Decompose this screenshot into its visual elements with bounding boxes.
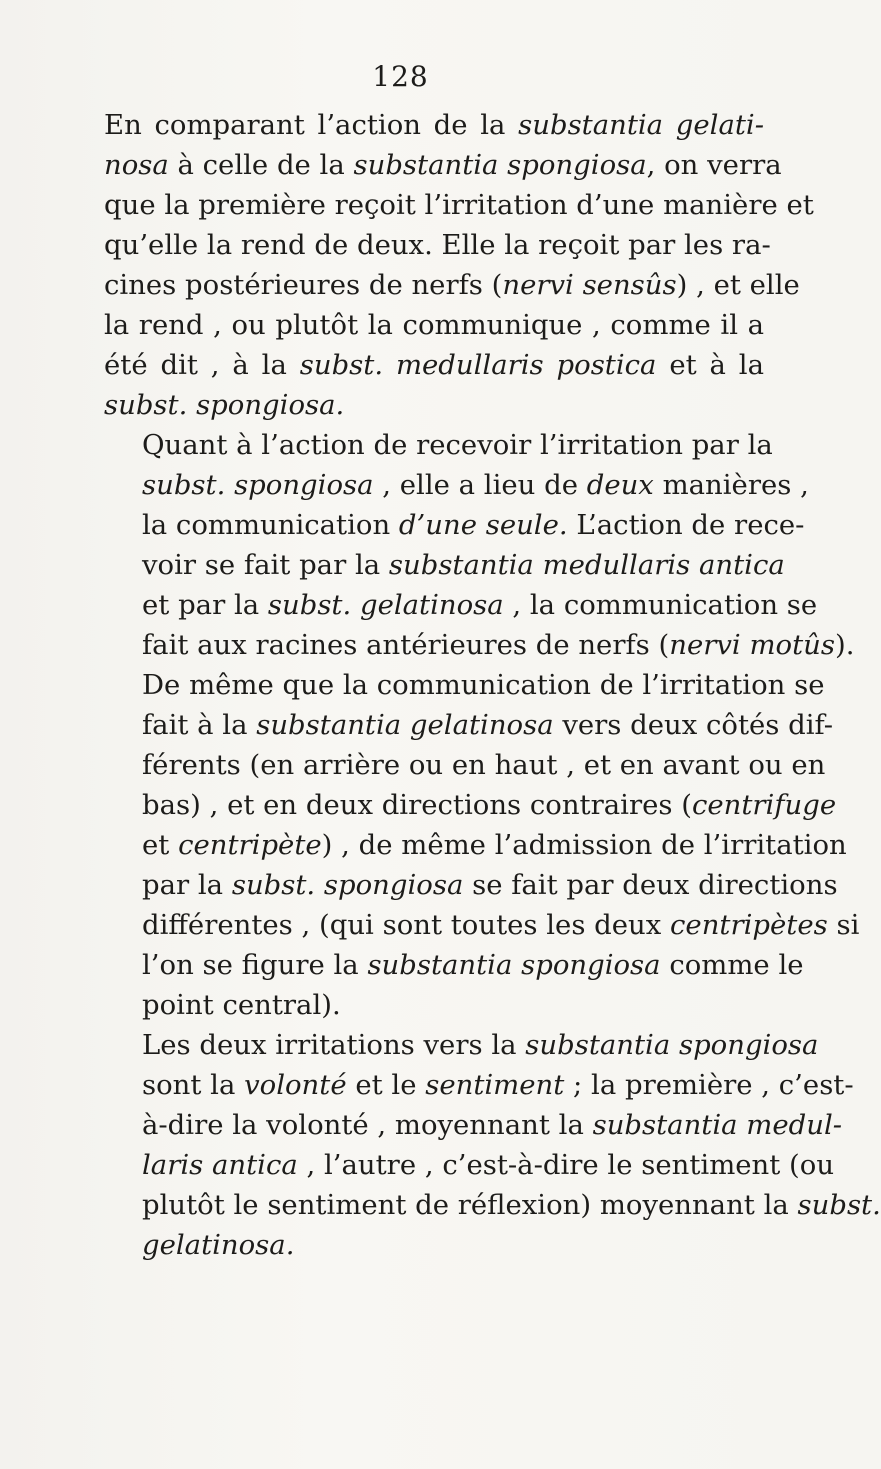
text-run: et le <box>346 1069 426 1101</box>
text-line <box>104 185 814 225</box>
text-run: fait à la <box>142 709 257 741</box>
text-run: De même que la communication de l’irritation se <box>142 669 825 701</box>
text-line <box>104 265 800 305</box>
text-line <box>104 865 838 905</box>
text-line <box>104 665 825 705</box>
text-run: , elle a lieu de <box>373 469 587 501</box>
text-run: l’on se figure la <box>142 949 368 981</box>
paragraph-2 <box>104 425 855 665</box>
italic-term: substantia medul- <box>592 1109 843 1141</box>
text-run: férents (en arrière ou en haut , et en avant ou en <box>142 749 826 781</box>
italic-term: substantia spongiosa <box>367 949 661 981</box>
text-line <box>104 105 764 145</box>
text-run: été dit , à la <box>104 349 300 381</box>
paragraph-1 <box>104 105 814 425</box>
body-text <box>104 105 881 1265</box>
text-line <box>104 745 826 785</box>
text-run: si <box>827 909 860 941</box>
text-run: se fait par deux directions <box>463 869 838 901</box>
text-run: fait aux racines antérieures de nerfs ( <box>142 629 670 661</box>
text-run: plutôt le sentiment de réflexion) moyennant la <box>142 1189 798 1221</box>
italic-term: subst. spongiosa. <box>104 389 345 421</box>
text-run: comme le <box>660 949 804 981</box>
text-line <box>104 905 860 945</box>
italic-term: gelatinosa. <box>142 1229 295 1261</box>
text-run: Quant à l’action de recevoir l’irritation par la <box>142 429 773 461</box>
italic-term: centripètes <box>670 909 828 941</box>
text-run: par la <box>142 869 232 901</box>
text-run: que la première reçoit l’irritation d’une manière et <box>104 189 814 221</box>
italic-term: d’une seule. <box>398 509 568 541</box>
text-line <box>104 825 847 865</box>
text-line <box>104 1065 854 1105</box>
text-run: vers deux côtés dif- <box>553 709 834 741</box>
text-run: qu’elle la rend de deux. Elle la reçoit par les ra- <box>104 229 771 261</box>
italic-term: substantia spongiosa <box>525 1029 819 1061</box>
italic-term: nervi motûs <box>669 629 835 661</box>
text-run: la rend , ou plutôt la communique , comme il a <box>104 309 764 341</box>
text-line <box>104 545 785 585</box>
text-run: la communication <box>142 509 399 541</box>
text-line <box>104 145 782 185</box>
text-line <box>104 225 771 265</box>
page-number: 128 <box>372 60 429 93</box>
text-run: à-dire la volonté , moyennant la <box>142 1109 593 1141</box>
italic-term: deux <box>586 469 654 501</box>
italic-term: subst. medullaris postica <box>299 349 657 381</box>
italic-term: centrifuge <box>691 789 837 821</box>
italic-term: volonté <box>244 1069 347 1101</box>
italic-term: subst. gelatinosa <box>267 589 504 621</box>
text-run: ) , et elle <box>676 269 800 301</box>
text-run: voir se fait par la <box>142 549 389 581</box>
paragraph-4 <box>104 1025 881 1265</box>
text-line <box>104 305 764 345</box>
text-run: manières , <box>653 469 809 501</box>
text-line <box>104 585 818 625</box>
text-line <box>104 465 809 505</box>
italic-term: subst. spongiosa <box>142 469 374 501</box>
text-run: sont la <box>142 1069 245 1101</box>
italic-term: laris antica <box>142 1149 298 1181</box>
text-line <box>104 1025 819 1065</box>
text-line <box>104 1185 881 1225</box>
text-line <box>104 985 764 1025</box>
text-run: L’action de rece- <box>567 509 805 541</box>
italic-term: sentiment <box>425 1069 565 1101</box>
text-line <box>104 1225 764 1265</box>
text-run: point central). <box>142 989 341 1021</box>
text-line <box>104 1145 835 1185</box>
italic-term: subst. spongiosa <box>231 869 464 901</box>
text-run: ). <box>834 629 855 661</box>
text-line <box>104 345 764 385</box>
italic-term: substantia medullaris antica <box>388 549 785 581</box>
italic-term: centripète <box>178 829 322 861</box>
text-line <box>104 1105 843 1145</box>
text-run: à celle de la <box>168 149 354 181</box>
text-line <box>104 625 855 665</box>
text-run: ) , de même l’admission de l’irritation <box>321 829 847 861</box>
italic-term: nosa <box>104 149 169 181</box>
text-line <box>104 425 773 465</box>
italic-term: substantia spongiosa <box>353 149 647 181</box>
text-run: Les deux irritations vers la <box>142 1029 526 1061</box>
text-run: En comparant l’action de la <box>104 109 519 141</box>
text-run: bas) , et en deux directions contraires ( <box>142 789 692 821</box>
text-run: et <box>142 829 179 861</box>
text-run: ; la première , c’est- <box>564 1069 854 1101</box>
text-line <box>104 505 805 545</box>
text-run: et à la <box>656 349 764 381</box>
italic-term: substantia gelati- <box>518 109 764 141</box>
text-run: différentes , (qui sont toutes les deux <box>142 909 671 941</box>
italic-term: substantia gelatinosa <box>256 709 554 741</box>
text-line <box>104 385 764 425</box>
text-run: , la communication se <box>503 589 818 621</box>
text-run: cines postérieures de nerfs ( <box>104 269 503 301</box>
text-line <box>104 705 834 745</box>
text-line <box>104 785 837 825</box>
text-run: et par la <box>142 589 268 621</box>
text-line <box>104 945 804 985</box>
text-run: , l’autre , c’est-à-dire le sentiment (ou <box>297 1149 835 1181</box>
paragraph-3 <box>104 665 860 1025</box>
italic-term: subst. <box>797 1189 881 1221</box>
text-run: , on verra <box>646 149 782 181</box>
italic-term: nervi sensûs <box>502 269 677 301</box>
